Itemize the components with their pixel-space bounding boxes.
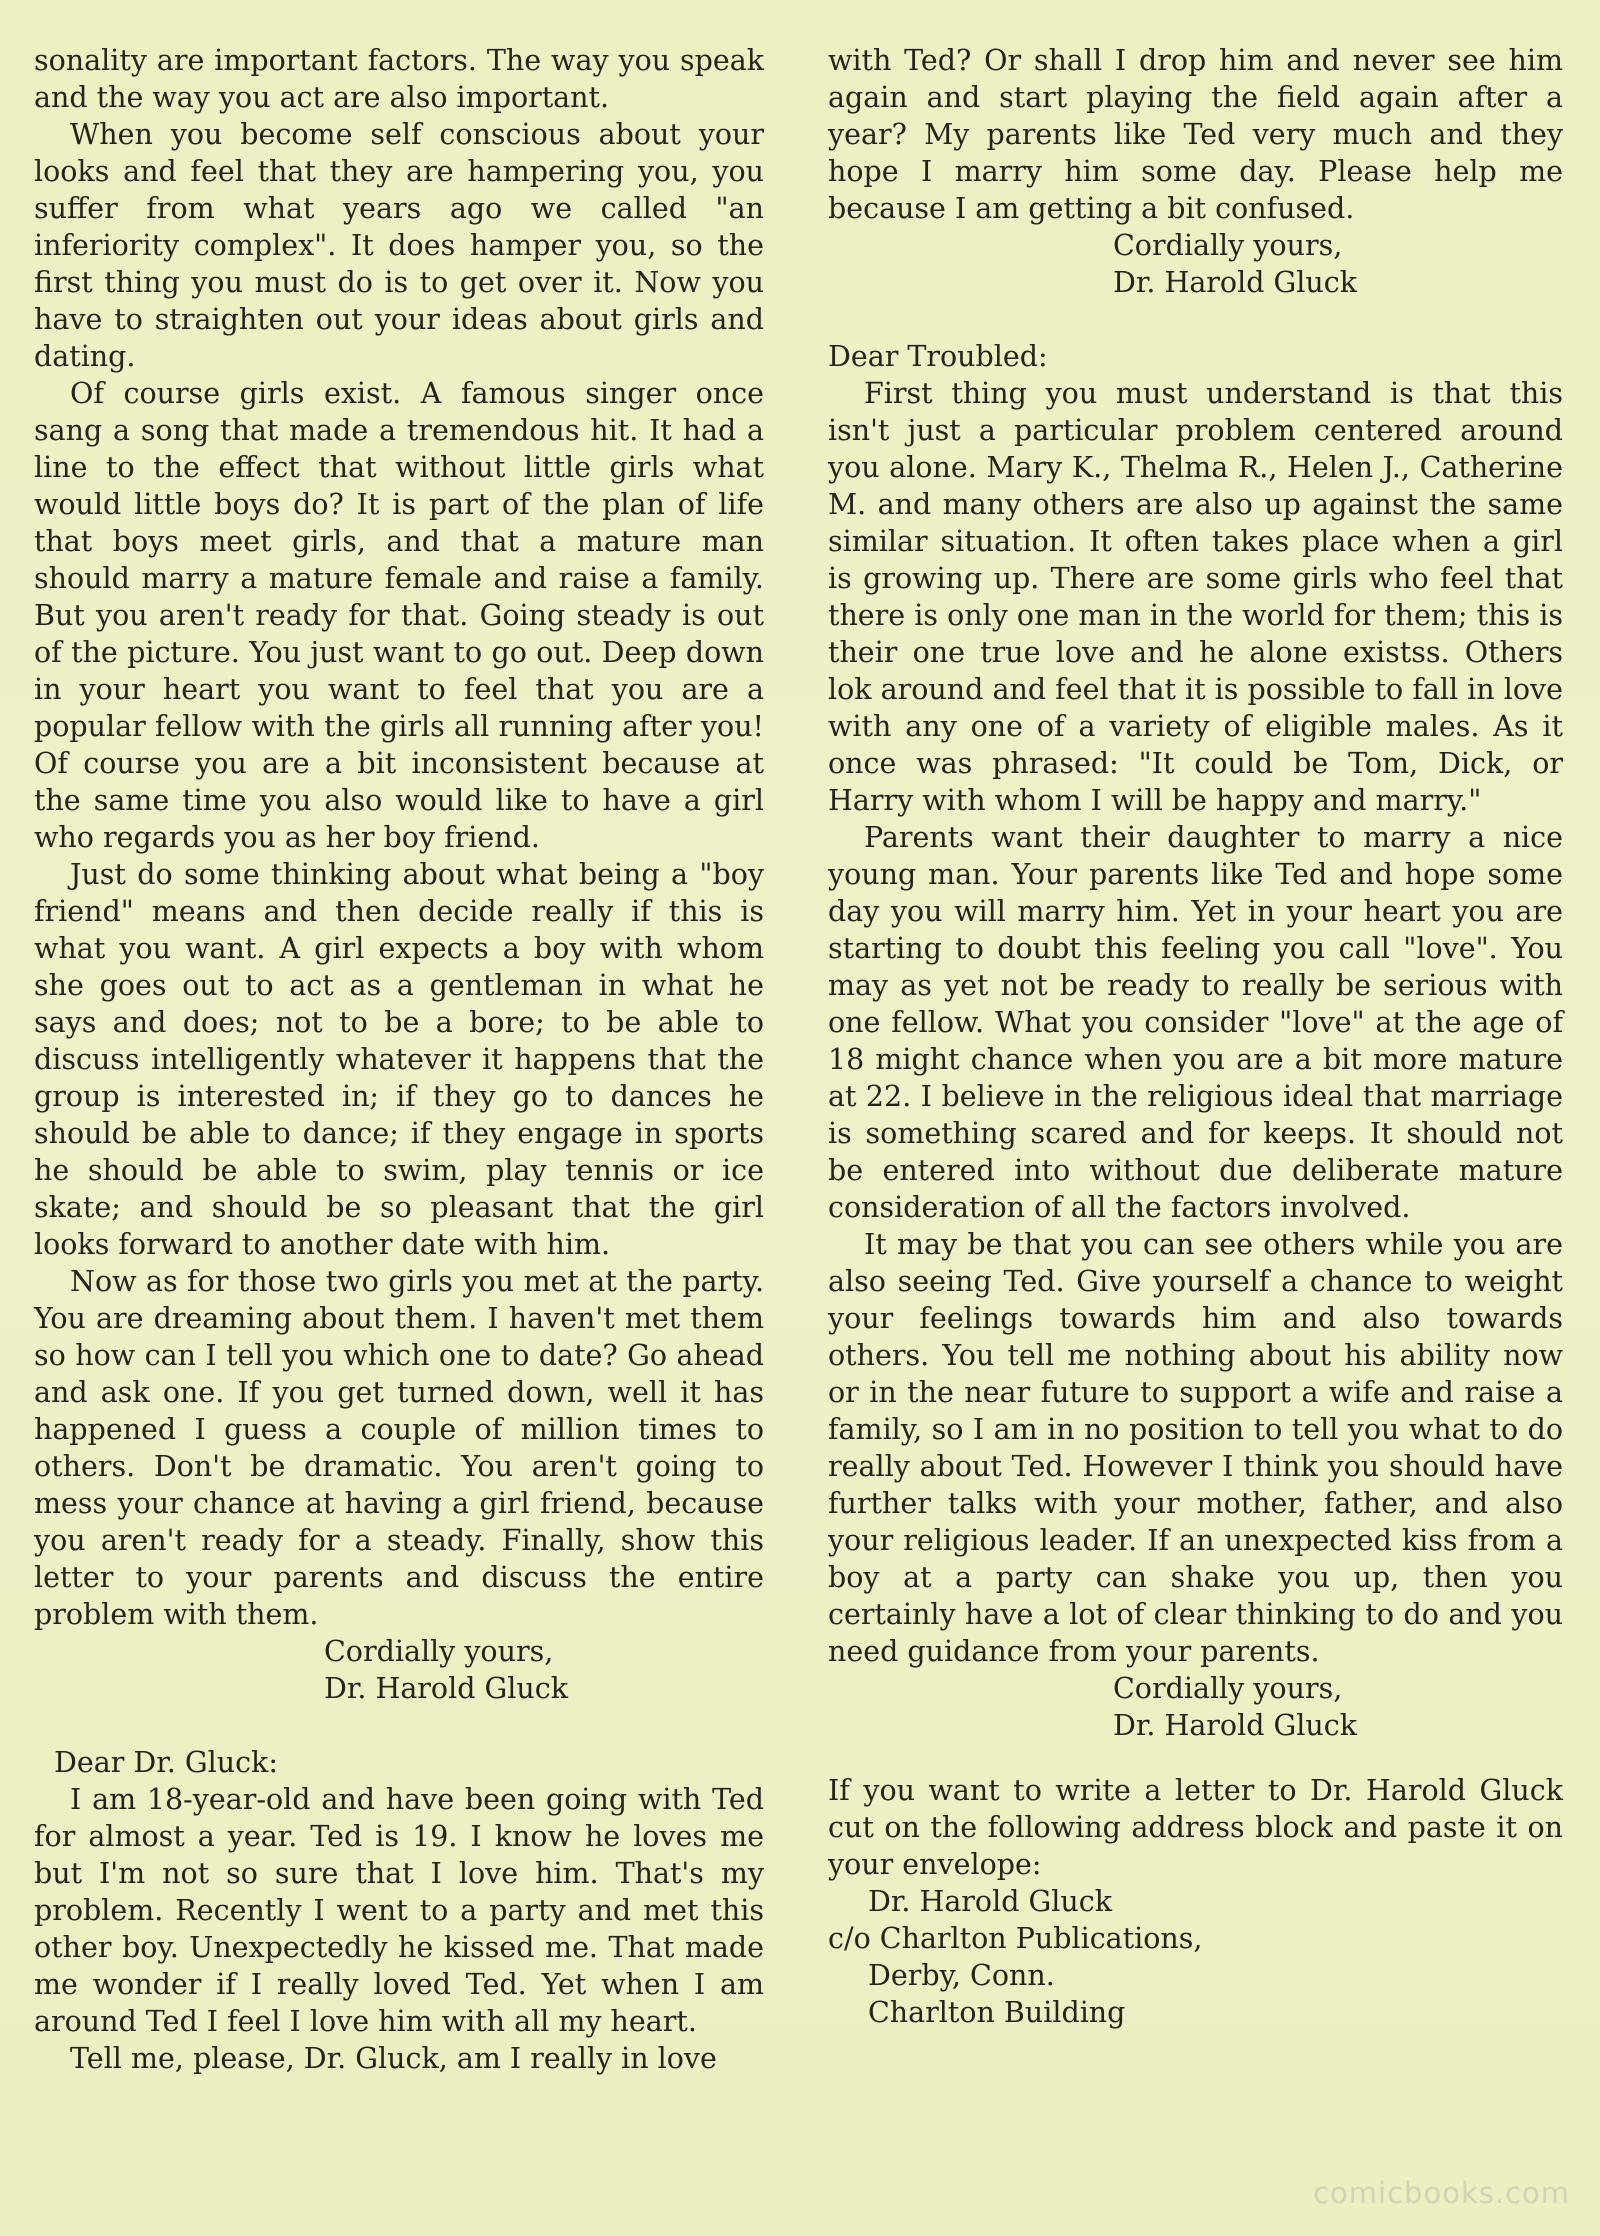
letter-signature: Dr. Harold Gluck bbox=[1113, 1709, 1357, 1742]
letter-closing: Cordially yours, bbox=[324, 1635, 554, 1668]
paragraph: Tell me, please, Dr. Gluck, am I really in love bbox=[70, 2042, 717, 2075]
right-column bbox=[828, 42, 1563, 2031]
letter-signature: Dr. Harold Gluck bbox=[324, 1672, 568, 1705]
paragraph: First thing you must understand is that this isn't just a particular problem centered around you alone. Mary K., Thelma R., Helen J., Catherine M. and many others are also up against the same similar situation. It often takes place when a girl is growing up. There are some girls who feel that there is only one man in the world for them; this is their one true love and he alone existss. Others lok around and feel that it is possible to fall in love with any one of a variety of eligible males. As it once was phrased: "It could be Tom, Dick, or Harry with whom I will be happy and marry." bbox=[828, 377, 1563, 817]
paragraph: sonality are important factors. The way you speak and the way you act are also important. bbox=[34, 44, 764, 114]
paragraph: Of course girls exist. A famous singer once sang a song that made a tremendous hit. It had a line to the effect that without little girls what would little boys do? It is part of the plan of life that boys meet girls, and that a mature man should marry a mature female and raise a family. But you aren't ready for that. Going steady is out of the picture. You just want to go out. Deep down in your heart you want to feel that you are a popular fellow with the girls all running after you! Of course you are a bit inconsistent because at the same time you also would like to have a girl who regards you as her boy friend. bbox=[34, 377, 764, 854]
spacer bbox=[828, 301, 1563, 338]
address-line: Charlton Building bbox=[868, 1996, 1126, 2029]
spacer bbox=[34, 1707, 764, 1744]
letter-signature: Dr. Harold Gluck bbox=[1113, 266, 1357, 299]
paragraph: Parents want their daughter to marry a nice young man. Your parents like Ted and hope some day you will marry him. Yet in your heart you are starting to doubt this feeling you call "love". You may as yet not be ready to really be serious with one fellow. What you consider "love" at the age of 18 might chance when you are a bit more mature at 22. I believe in the religious ideal that marriage is something scared and for keeps. It should not be entered into without due deliberate mature consideration of all the factors involved. bbox=[828, 821, 1563, 1224]
letter-closing: Cordially yours, bbox=[1113, 1672, 1343, 1705]
paragraph: with Ted? Or shall I drop him and never see him again and start playing the field again after a year? My parents like Ted very much and they hope I marry him some day. Please help me because I am getting a bit confused. bbox=[828, 44, 1563, 225]
watermark: comicbooks.com bbox=[1313, 2176, 1570, 2210]
address-line: Dr. Harold Gluck bbox=[868, 1885, 1112, 1918]
paragraph: Just do some thinking about what being a "boy friend" means and then decide really if this is what you want. A girl expects a boy with whom she goes out to act as a gentleman in what he says and does; not to be a bore; to be able to discuss intelligently whatever it happens that the group is interested in; if they go to dances he should be able to dance; if they engage in sports he should be able to swim, play tennis or ice skate; and should be so pleasant that the girl looks forward to another date with him. bbox=[34, 858, 764, 1261]
spacer bbox=[828, 1744, 1563, 1772]
letter-salutation: Dear Troubled: bbox=[828, 340, 1048, 373]
left-column bbox=[34, 42, 764, 2077]
paragraph: If you want to write a letter to Dr. Harold Gluck cut on the following address block and paste it on your envelope: bbox=[828, 1774, 1563, 1881]
paragraph: I am 18-year-old and have been going with Ted for almost a year. Ted is 19. I know he loves me but I'm not so sure that I love him. That's my problem. Recently I went to a party and met this other boy. Unexpectedly he kissed me. That made me wonder if I really loved Ted. Yet when I am around Ted I feel I love him with all my heart. bbox=[34, 1783, 764, 2038]
letter-salutation: Dear Dr. Gluck: bbox=[54, 1746, 278, 1779]
letter-closing: Cordially yours, bbox=[1113, 229, 1343, 262]
paragraph: Now as for those two girls you met at the party. You are dreaming about them. I haven't met them so how can I tell you which one to date? Go ahead and ask one. If you get turned down, well it has happened I guess a couple of million times to others. Don't be dramatic. You aren't going to mess your chance at having a girl friend, because you aren't ready for a steady. Finally, show this letter to your parents and discuss the entire problem with them. bbox=[34, 1265, 764, 1631]
paragraph: It may be that you can see others while you are also seeing Ted. Give yourself a chance to weight your feelings towards him and also towards others. You tell me nothing about his ability now or in the near future to support a wife and raise a family, so I am in no position to tell you what to do really about Ted. However I think you should have further talks with your mother, father, and also your religious leader. If an unexpected kiss from a boy at a party can shake you up, then you certainly have a lot of clear thinking to do and you need guidance from your parents. bbox=[828, 1228, 1563, 1668]
address-line: Derby, Conn. bbox=[868, 1959, 1055, 1992]
address-line: c/o Charlton Publications, bbox=[828, 1922, 1203, 1955]
paragraph: When you become self conscious about your looks and feel that they are hampering you, you suffer from what years ago we called "an inferiority complex". It does hamper you, so the first thing you must do is to get over it. Now you have to straighten out your ideas about girls and dating. bbox=[34, 118, 764, 373]
